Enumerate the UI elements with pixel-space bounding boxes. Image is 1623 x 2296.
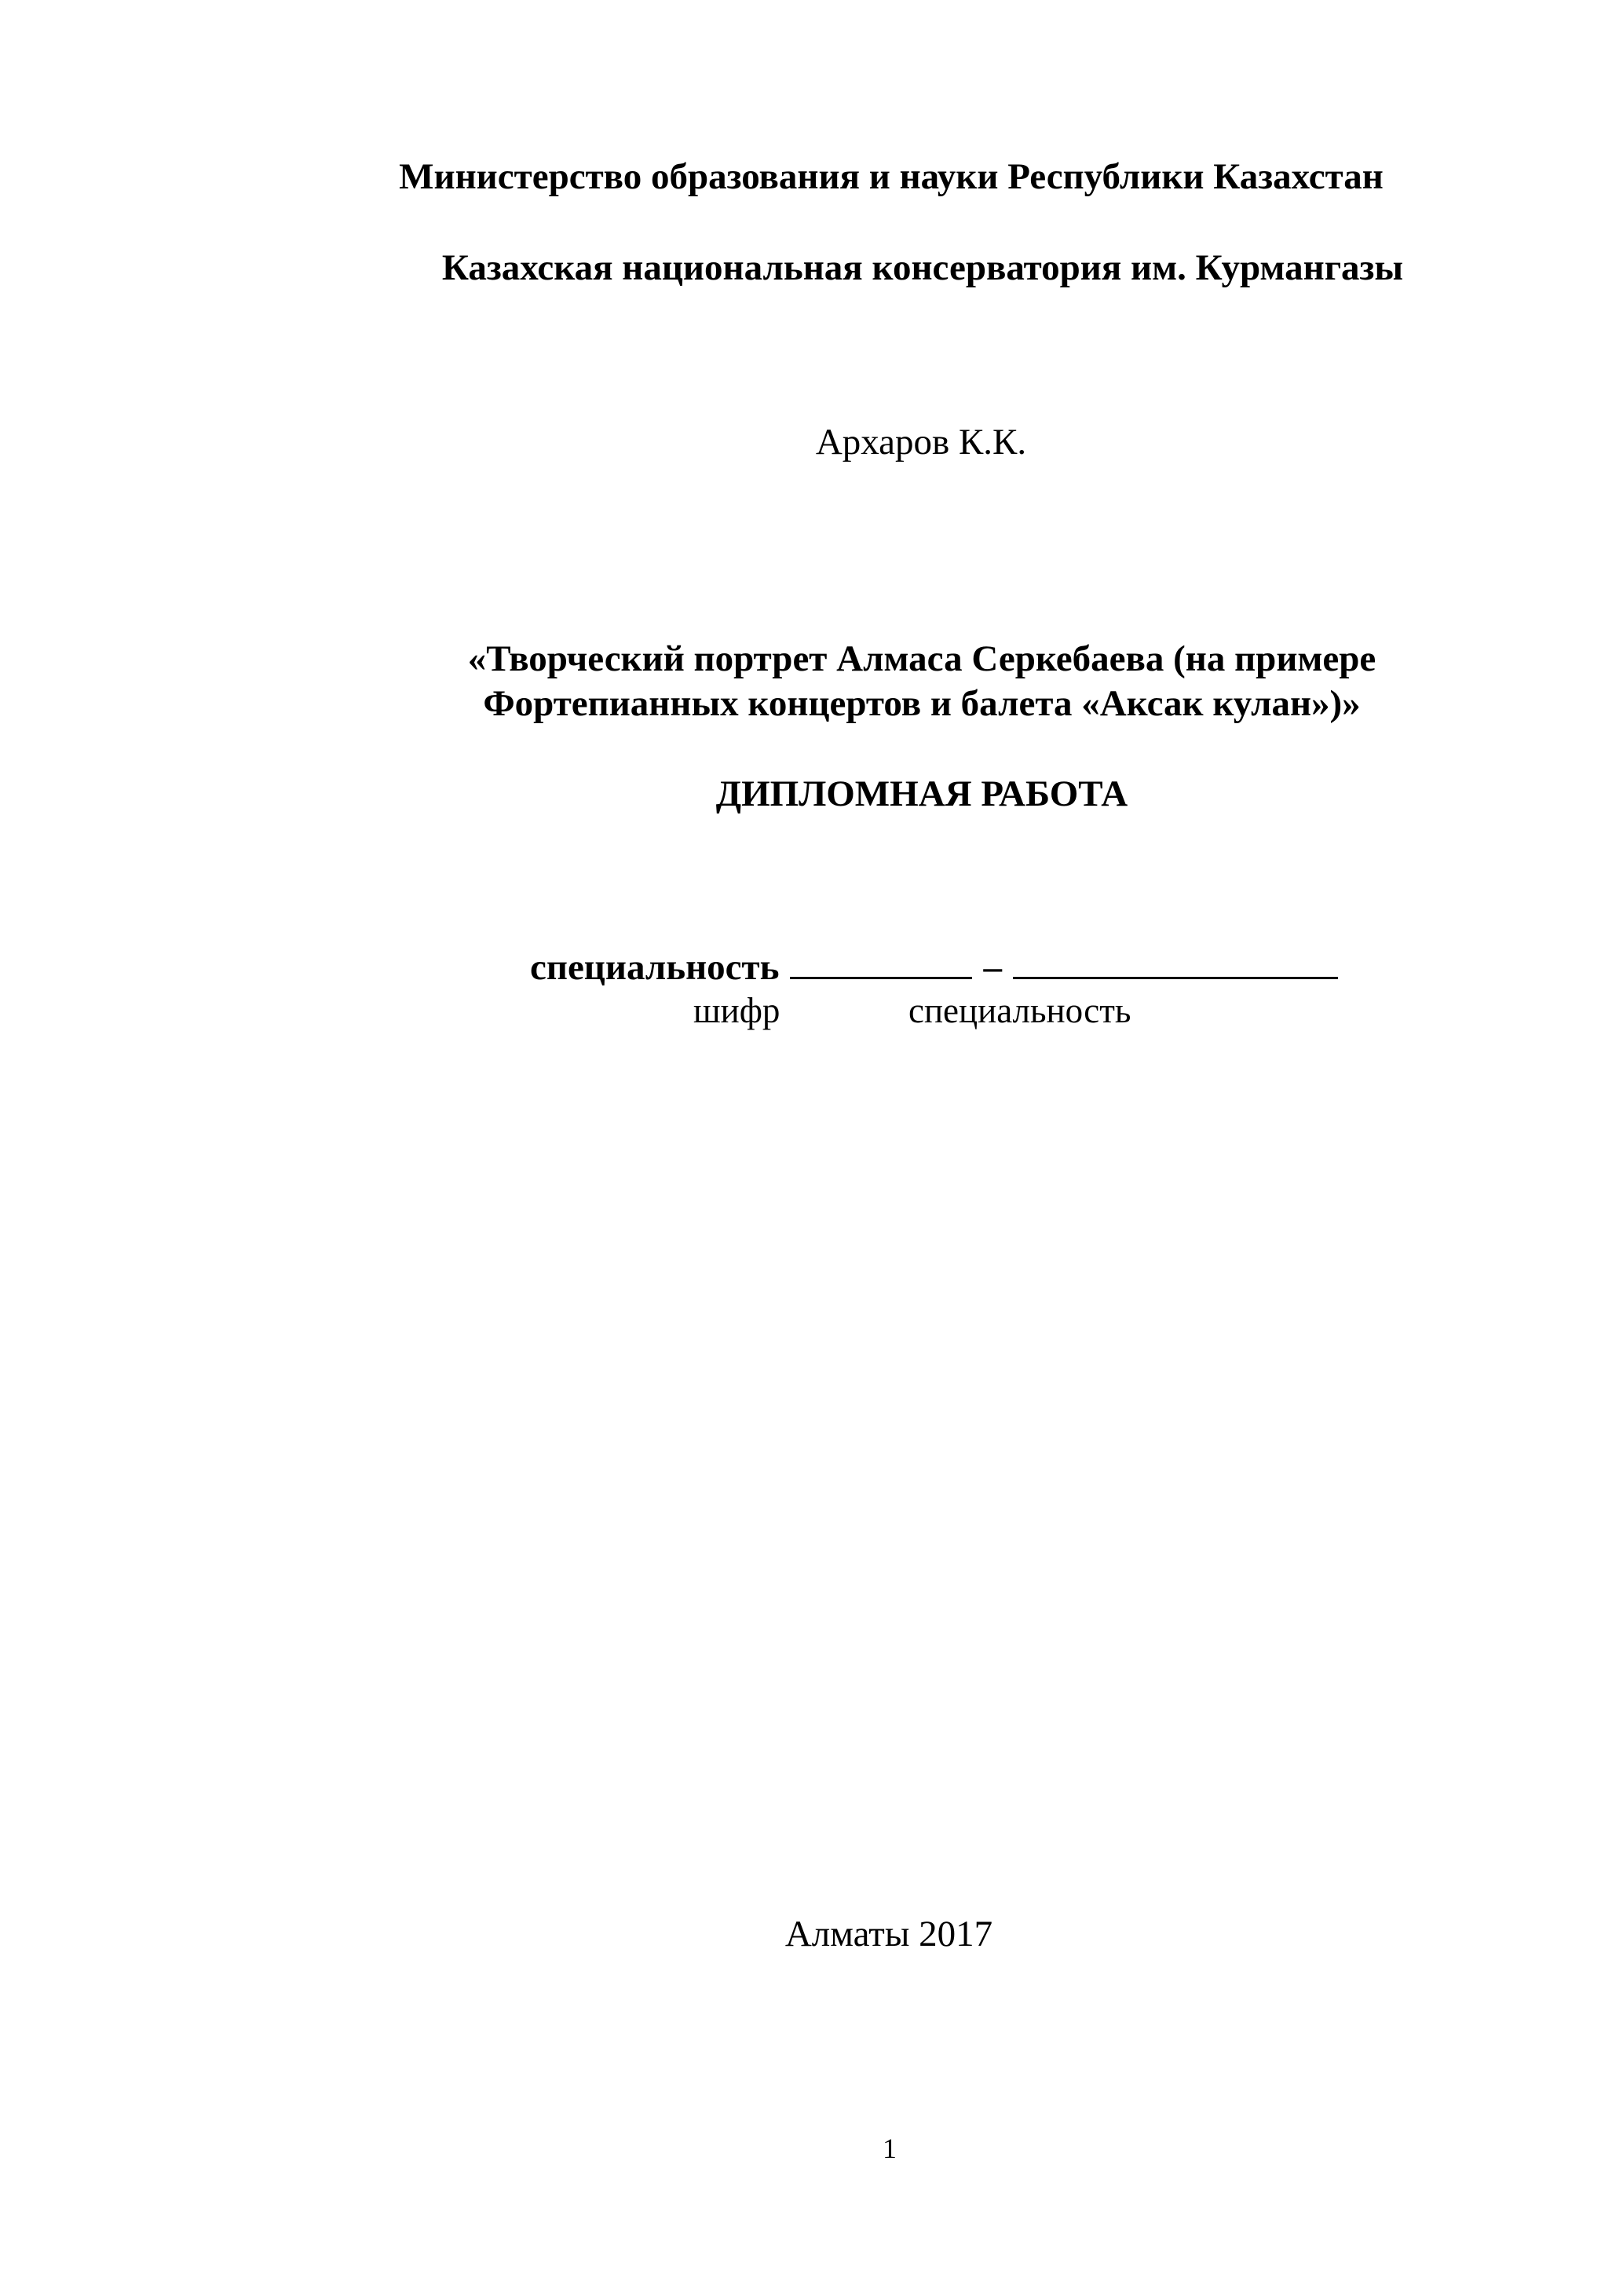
document-type-heading: ДИПЛОМНАЯ РАБОТА [715,773,1128,814]
specialty-cipher-blank [790,947,972,979]
thesis-title-line-2: Фортепианных концертов и балета «Аксак кулан»)» [483,683,1361,724]
city-year: Алматы 2017 [784,1914,993,1954]
page-number: 1 [883,2133,897,2164]
ministry-heading: Министерство образования и науки Республики Казахстан [399,156,1384,197]
specialty-name-blank [1013,947,1338,979]
specialty-row [530,947,1338,986]
author-name: Архаров К.К. [815,422,1027,462]
cipher-caption: шифр [693,991,780,1030]
specialty-label: специальность [530,947,780,988]
thesis-title-line-1: «Творческий портрет Алмаса Серкебаева (на примере [467,638,1376,679]
specialty-separator: – [983,947,1002,988]
institution-heading: Казахская национальная консерватория им. Курмангазы [441,247,1404,288]
specialty-caption: специальность [908,991,1131,1030]
